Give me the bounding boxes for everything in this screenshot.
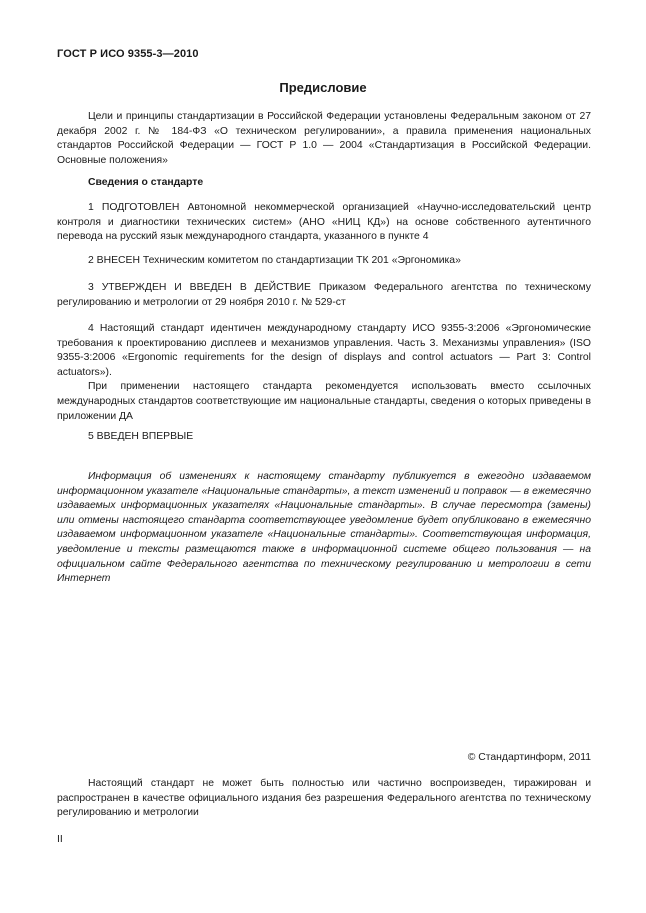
item-2-section (57, 254, 591, 269)
page-title: Предисловие (279, 80, 367, 95)
reproduction-notice: Настоящий стандарт не может быть полностью или частично воспроизведен, тиражирован и распространен в качестве официального издания без разрешения Федерального агентства по техническому регулированию и метрологии (57, 778, 591, 819)
item-5-section (57, 430, 591, 445)
changes-info: Информация об изменениях к настоящему стандарту публикуется в ежегодно издаваемом информационном указателе «Национальные стандарты», а текст изменений и поправок — в ежемесячно издаваемых информационных указателях «Национальные стандарты». В случае пересмотра (замены) или отмены настоящего стандарта соответствующее уведомление будет опубликовано в ежемесячно издаваемом информационном указателе «Национальные стандарты». Соответствующая информация, уведомление и тексты размещаются также в информационной системе общего пользования — на официальном сайте Федерального агентства по техническому регулированию и метрологии в сети Интернет (57, 471, 591, 585)
item-4-section (57, 322, 591, 424)
reproduction-notice-section (57, 777, 591, 821)
document-code: ГОСТ Р ИСО 9355-3—2010 (57, 48, 199, 60)
intro-section (57, 110, 591, 168)
item-1-section (57, 201, 591, 245)
item-4-note: При применении настоящего стандарта рекомендуется использовать вместо ссылочных международных стандартов соответствующие им национальные стандарты, сведения о которых приведены в приложении ДА (57, 381, 591, 422)
changes-info-section (57, 470, 591, 587)
copyright-line: © Стандартинформ, 2011 (467, 752, 591, 763)
intro-paragraph: Цели и принципы стандартизации в Российской Федерации установлены Федеральным законом от 27 декабря 2002 г. № 184-ФЗ «О техническом регулировании», а правила применения национальных стандартов Российской Федерации — ГОСТ Р 1.0 — 2004 «Стандартизация в Российской Федерации. Основные положения» (57, 111, 591, 166)
item-3-section (57, 281, 591, 310)
item-2: 2 ВНЕСЕН Техническим комитетом по стандартизации ТК 201 «Эргономика» (88, 255, 461, 266)
item-4: 4 Настоящий стандарт идентичен международному стандарту ИСО 9355-3:2006 «Эргономические требования к проектированию дисплеев и механизмов управления. Часть 3. Механизмы управления» (ISO 9355-3:2006 «Ergonomic requirements for the design of displays and control actuators — Part 3: Control actuators»). (57, 323, 591, 378)
item-5: 5 ВВЕДЕН ВПЕРВЫЕ (88, 431, 194, 442)
item-3: 3 УТВЕРЖДЕН И ВВЕДЕН В ДЕЙСТВИЕ Приказом Федерального агентства по техническому регулированию и метрологии от 29 ноября 2010 г. № 529-ст (57, 282, 591, 308)
page-number: II (57, 834, 63, 845)
item-1: 1 ПОДГОТОВЛЕН Автономной некоммерческой организацией «Научно-исследовательский центр контроля и диагностики технических систем» (АНО «НИЦ КД») на основе собственного аутентичного перевода на русский язык международного стандарта, указанного в пункте 4 (57, 202, 591, 243)
info-heading: Сведения о стандарте (88, 177, 204, 188)
info-heading-section (57, 176, 591, 191)
